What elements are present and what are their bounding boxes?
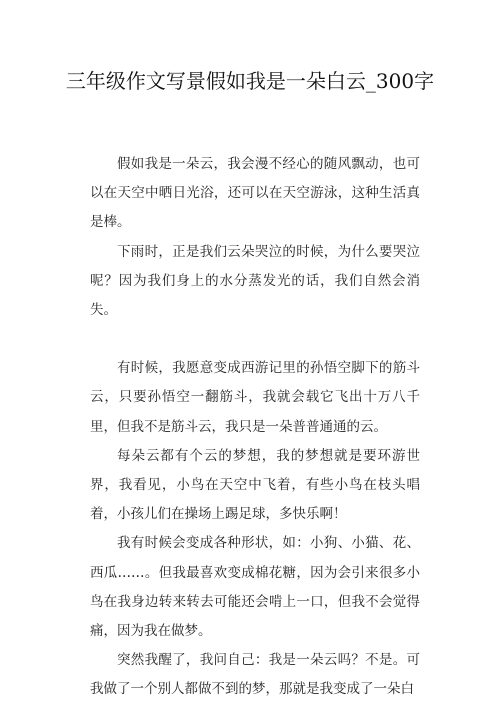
paragraph: 有时候，我愿意变成西游记里的孙悟空脚下的筋斗云，只要孙悟空一翻筋斗，我就会载它飞出十万八千里，但我不是筋斗云，我只是一朵普普通通的云。 — [90, 360, 420, 435]
document-title: 三年级作文写景假如我是一朵白云_300字 — [65, 69, 435, 93]
document-body — [90, 150, 420, 705]
paragraph-spacer — [90, 325, 420, 354]
paragraph: 假如我是一朵云，我会漫不经心的随风飘动，也可以在天空中晒日光浴，还可以在天空游泳，这种生活真是棒。 — [90, 156, 420, 231]
paragraph: 每朵云都有个云的梦想，我的梦想就是要环游世界，我看见，小鸟在天空中飞着，有些小鸟在枝头唱着，小孩儿们在操场上踢足球，多快乐啊！ — [90, 447, 420, 523]
paragraph: 我有时候会变成各种形状，如：小狗、小猫、花、西瓜……。但我最喜欢变成棉花糖，因为会引来很多小鸟在我身边转来转去可能还会啃上一口，但我不会觉得痛，因为我在做梦。 — [90, 535, 420, 640]
paragraph: 突然我醒了，我问自己：我是一朵云吗？不是。可我做了一个别人都做不到的梦，那就是我变成了一朵白 — [90, 652, 420, 698]
paragraph: 下雨时，正是我们云朵哭泣的时候，为什么要哭泣呢？因为我们身上的水分蒸发光的话，我们自然会消失。 — [90, 243, 420, 319]
